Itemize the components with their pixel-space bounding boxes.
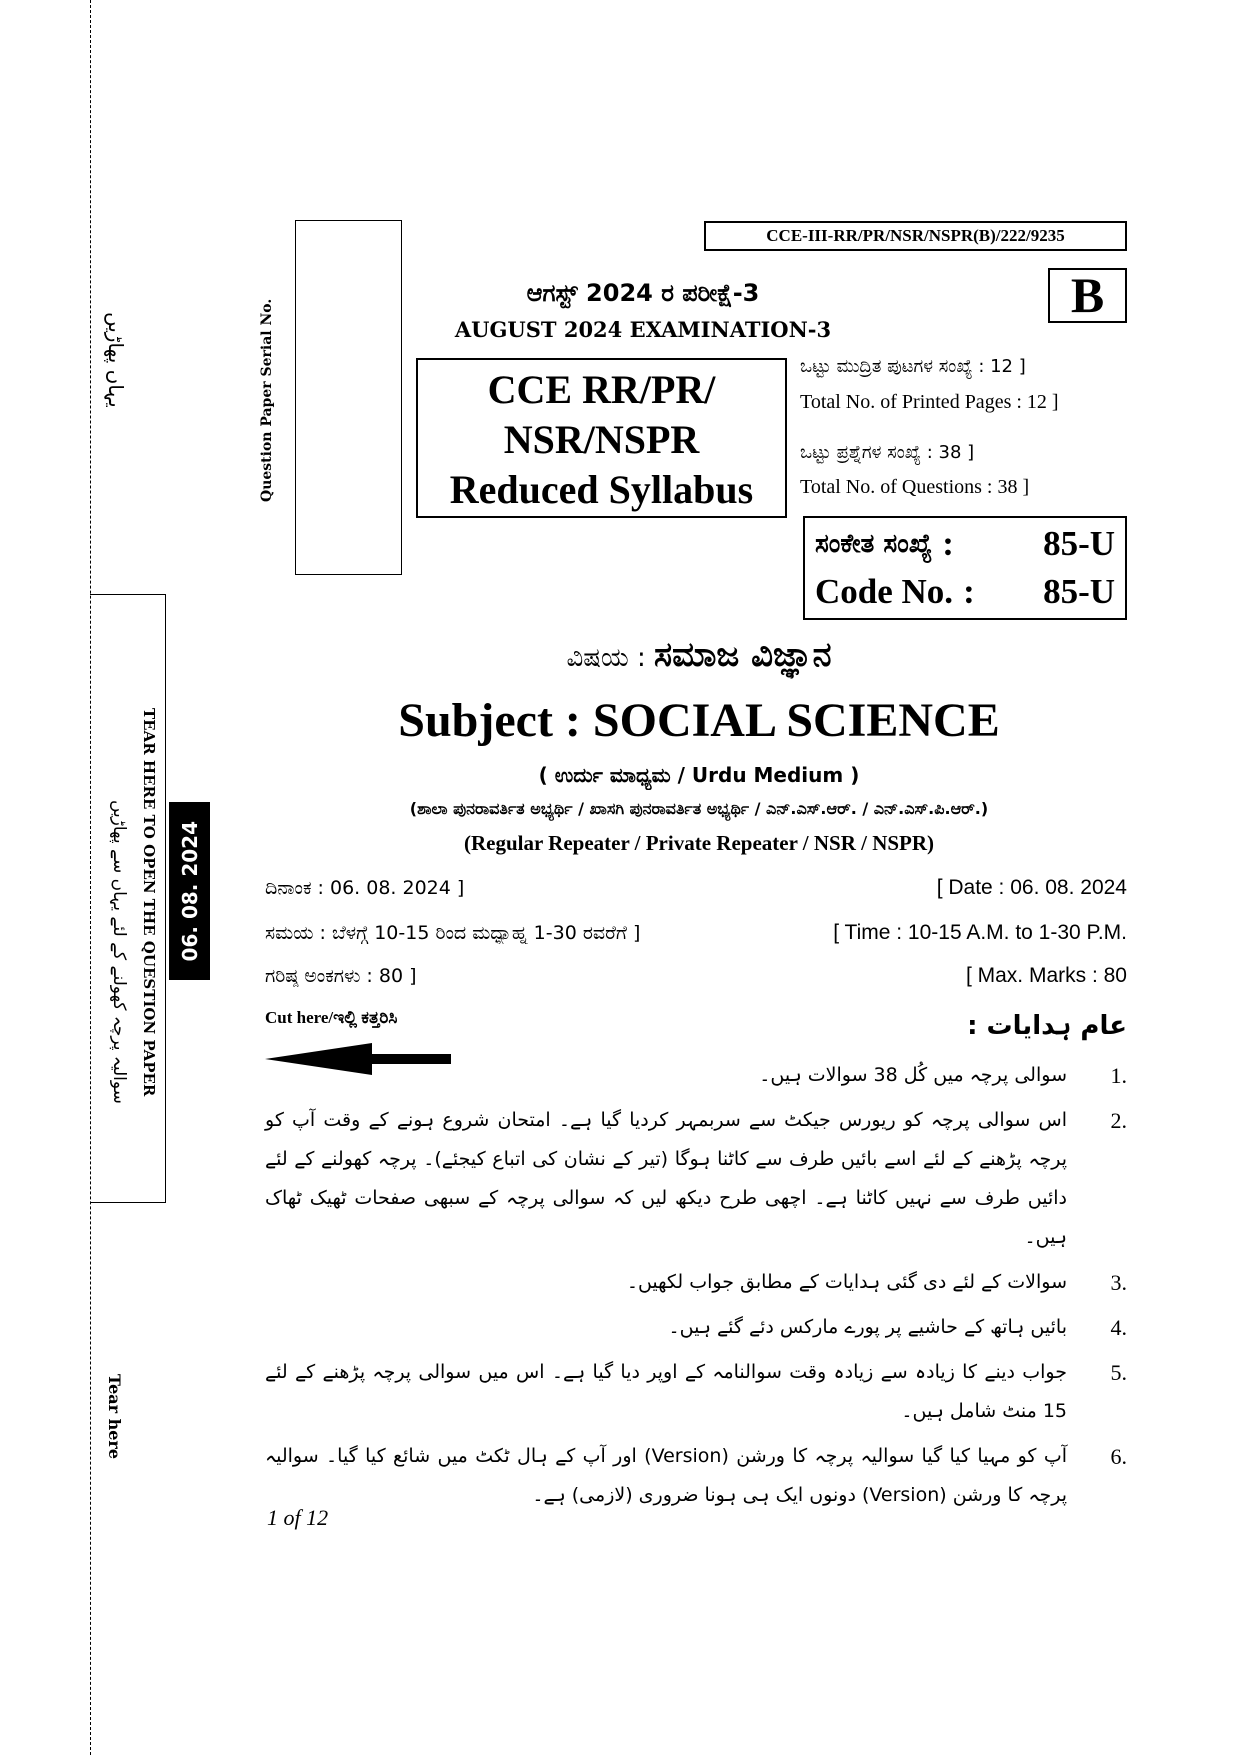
instruction-number: 2. [1110, 1108, 1127, 1133]
tear-here-label: Tear here [105, 1374, 124, 1460]
paper-code: CCE-III-RR/PR/NSR/NSPR(B)/222/9235 [704, 221, 1127, 251]
instruction-text: سوالی پرچہ میں کُل 38 سوالات ہیں۔ [759, 1064, 1067, 1086]
instruction-item [265, 1263, 1127, 1302]
tear-to-open-urdu-label: سوالیہ پرچہ کھولنے کے لئے یہاں سے پھاڑیں [109, 800, 129, 1104]
instruction-number: 6. [1110, 1444, 1127, 1469]
instructions-heading: عام ہدایات : [967, 1011, 1127, 1041]
subject-name-kannada: ಸಮಾಜ ವಿಜ್ಞಾನ [654, 635, 832, 675]
code-number-box [803, 516, 1127, 620]
medium-label: ( ಉರ್ದು ಮಾಧ್ಯಮ / Urdu Medium ) [538, 763, 860, 787]
course-line: NSR/NSPR [503, 417, 700, 462]
code-value: 85-U [1043, 524, 1115, 563]
subject-kannada [294, 630, 1104, 687]
instruction-number: 4. [1110, 1315, 1127, 1340]
code-value: 85-U [1043, 572, 1115, 611]
instruction-item [265, 1353, 1127, 1431]
code-label-kannada: ಸಂಕೇತ ಸಂಖ್ಯೆ [815, 528, 933, 559]
tear-here-urdu-label: یہاں پھاڑیں [104, 312, 128, 408]
version-badge: B [1048, 268, 1127, 323]
course-line: CCE RR/PR/ [487, 367, 716, 412]
code-number-row-english [815, 568, 1115, 616]
total-questions-english: Total No. of Questions : 38 ] [800, 476, 1030, 498]
time-english: [ Time : 10-15 A.M. to 1-30 P.M. [833, 921, 1127, 944]
tear-to-open-label: TEAR HERE TO OPEN THE QUESTION PAPER [140, 707, 158, 1097]
exam-title-english: AUGUST 2024 EXAMINATION-3 [454, 317, 832, 342]
instruction-item [265, 1056, 1127, 1095]
candidates-english: (Regular Repeater / Private Repeater / NSR / NSPR) [463, 831, 935, 855]
date-english: [ Date : 06. 08. 2024 [936, 876, 1127, 899]
course-line: Reduced Syllabus [449, 467, 754, 512]
serial-number-box [295, 220, 402, 575]
course-box [416, 358, 787, 518]
subject-title: Subject : SOCIAL SCIENCE [398, 694, 1000, 747]
time-kannada: ಸಮಯ : ಬೆಳಗ್ಗೆ 10-15 ರಿಂದ ಮಧ್ಯಾಹ್ನ 1-30 ರವರೆಗೆ ] [265, 922, 641, 944]
instruction-number: 1. [1110, 1063, 1127, 1088]
page-indicator: 1 of 12 [267, 1505, 329, 1530]
date-row [265, 872, 1127, 904]
instruction-text: سوالات کے لئے دی گئی ہدایات کے مطابق جواب لکھیں۔ [626, 1271, 1067, 1293]
instruction-item [265, 1437, 1127, 1515]
total-questions-kannada: ಒಟ್ಟು ಪ್ರಶ್ನೆಗಳ ಸಂಖ್ಯೆ : 38 ] [800, 442, 975, 463]
printed-pages-kannada: ಒಟ್ಟು ಮುದ್ರಿತ ಪುಟಗಳ ಸಂಖ್ಯೆ : 12 ] [800, 356, 1026, 377]
instruction-text: جواب دینے کا زیادہ سے زیادہ وقت سوالنامہ کے اوپر دیا گیا ہے۔ اس میں سوالی پرچہ پڑھنے کے لئے 15 منٹ شامل ہیں۔ [265, 1361, 1067, 1422]
exam-title-kannada: ಆಗಸ್ಟ್ 2024 ರ ಪರೀಕ್ಷೆ-3 [526, 279, 760, 307]
instructions-list [265, 1056, 1127, 1521]
cut-here-label: Cut here/ಇಲ್ಲಿ ಕತ್ತರಿಸಿ [265, 1008, 398, 1027]
code-colon: : [942, 524, 954, 563]
instruction-text: آپ کو مہیا کیا گیا سوالیہ پرچہ کا ورشن (Version) اور آپ کے ہال ٹکٹ میں شائع کیا گیا۔ سوالیہ پرچہ کا ورشن (Version) دونوں ایک ہی ہونا ضروری (لازمی) ہے۔ [265, 1445, 1067, 1506]
marks-kannada: ಗರಿಷ್ಠ ಅಂಕಗಳು : 80 ] [265, 965, 417, 987]
instruction-text: اس سوالی پرچہ کو ریورس جیکٹ سے سربمہر کردیا گیا ہے۔ امتحان شروع ہونے کے وقت آپ کو پرچہ پڑھنے کے لئے اسے بائیں طرف سے کاٹنا ہوگا (تیر کے نشان کی اتباع کیجئے)۔ پرچہ کھولنے کے لئے دائیں طرف سے نہیں کاٹنا ہے۔ اچھی طرح دیکھ لیں کہ سوالی پرچہ کے سبھی صفحات ٹھیک ٹھاک ہیں۔ [265, 1109, 1067, 1248]
instruction-number: 5. [1110, 1360, 1127, 1385]
serial-number-label: Question Paper Serial No. [259, 298, 275, 502]
exam-date-badge [169, 802, 210, 980]
instruction-item [265, 1101, 1127, 1257]
subject-label-kannada: ವಿಷಯ : [566, 643, 655, 673]
printed-pages-english: Total No. of Printed Pages : 12 ] [800, 391, 1059, 413]
instruction-item [265, 1308, 1127, 1347]
time-row [265, 917, 1127, 949]
candidates-kannada: (ಶಾಲಾ ಪುನರಾವರ್ತಿತ ಅಭ್ಯರ್ಥಿ / ಖಾಸಗಿ ಪುನರಾವರ್ತಿತ ಅಭ್ಯರ್ಥಿ / ಎನ್.ಎಸ್.ಆರ್. / ಎನ್.ಎಸ್.ಪಿ.ಆರ್.) [409, 799, 989, 818]
instruction-number: 3. [1110, 1270, 1127, 1295]
date-kannada: ದಿನಾಂಕ : 06. 08. 2024 ] [265, 877, 465, 899]
code-number-row-kannada [815, 520, 1115, 568]
marks-english: [ Max. Marks : 80 [965, 964, 1127, 987]
exam-date-text: 06. 08. 2024 [177, 820, 202, 962]
code-label-english: Code No. [815, 572, 954, 611]
marks-row [265, 960, 1127, 992]
instruction-text: بائیں ہاتھ کے حاشیے پر پورے مارکس دئے گئے ہیں۔ [668, 1316, 1067, 1338]
code-colon: : [963, 572, 975, 611]
